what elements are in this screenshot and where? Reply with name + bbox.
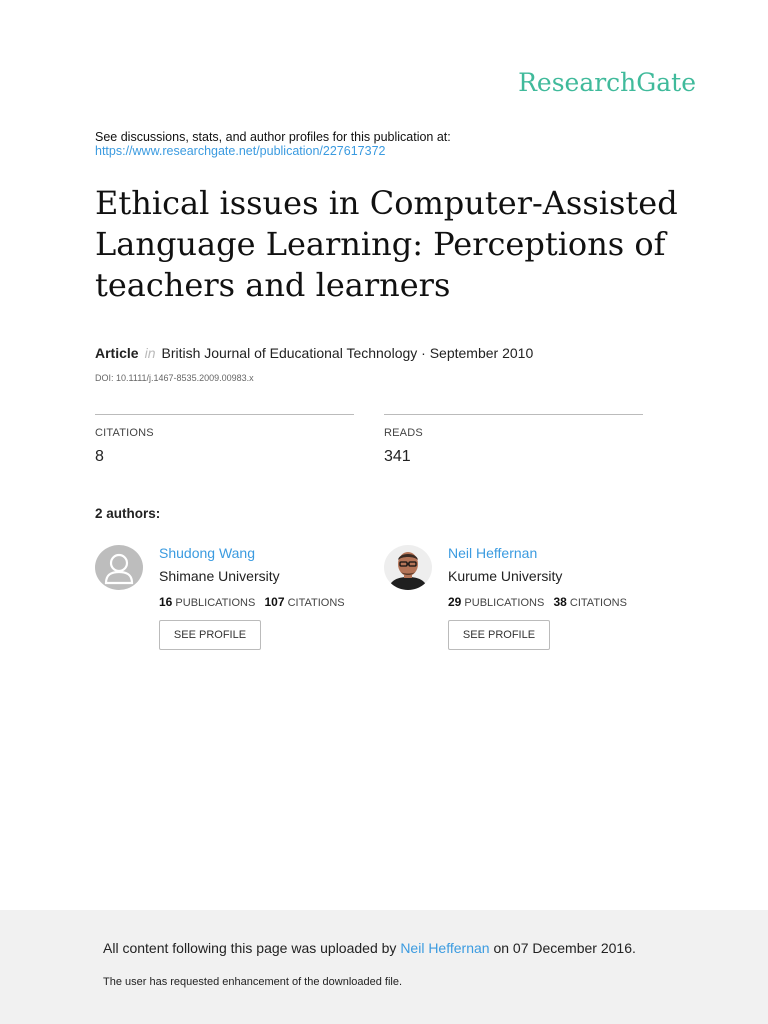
author-name[interactable]: Neil Heffernan xyxy=(448,545,538,561)
paper-title: Ethical issues in Computer-Assisted Language Learning: Perceptions of teachers and learners xyxy=(95,184,678,304)
author-institution: Shimane University xyxy=(159,568,280,584)
publications-count: 29 xyxy=(448,595,462,609)
see-profile-button[interactable]: SEE PROFILE xyxy=(159,620,261,650)
author-citations-label: CITATIONS xyxy=(569,597,627,609)
author-stats xyxy=(159,595,345,609)
intro-text: See discussions, stats, and author profiles for this publication at: xyxy=(95,130,451,144)
author-citations-label: CITATIONS xyxy=(287,597,345,609)
publications-label: PUBLICATIONS xyxy=(175,597,256,609)
citations-stat xyxy=(95,414,354,466)
upload-suffix: on 07 December 2016. xyxy=(493,940,636,956)
author-citations-count: 107 xyxy=(264,595,285,609)
authors-heading: 2 authors: xyxy=(95,506,161,521)
doi: DOI: 10.1111/j.1467-8535.2009.00983.x xyxy=(95,373,254,383)
article-type: Article xyxy=(95,345,139,361)
journal-info: British Journal of Educational Technology · September 2010 xyxy=(161,345,534,361)
in-label: in xyxy=(144,345,156,361)
publication-meta xyxy=(95,345,533,361)
reads-value: 341 xyxy=(384,448,411,465)
researchgate-logo[interactable]: ResearchGate xyxy=(518,68,696,97)
publications-label: PUBLICATIONS xyxy=(464,597,545,609)
author-details xyxy=(448,545,627,650)
intro-block xyxy=(95,130,451,158)
author-details xyxy=(159,545,345,650)
author-stats xyxy=(448,595,627,609)
profile-photo[interactable] xyxy=(384,545,432,590)
publication-link[interactable]: https://www.researchgate.net/publication/227617372 xyxy=(95,144,386,158)
footer xyxy=(0,910,768,1024)
see-profile-button[interactable]: SEE PROFILE xyxy=(448,620,550,650)
author-institution: Kurume University xyxy=(448,568,563,584)
author-citations-count: 38 xyxy=(553,595,567,609)
upload-notice xyxy=(103,940,636,956)
author-name[interactable]: Shudong Wang xyxy=(159,545,255,561)
publications-count: 16 xyxy=(159,595,173,609)
reads-label: READS xyxy=(384,427,423,439)
reads-stat xyxy=(384,414,643,466)
default-user-icon[interactable] xyxy=(95,545,143,590)
uploader-link[interactable]: Neil Heffernan xyxy=(400,940,490,956)
citations-label: CITATIONS xyxy=(95,427,154,439)
upload-prefix: All content following this page was uploaded by xyxy=(103,940,397,956)
enhancement-note: The user has requested enhancement of the downloaded file. xyxy=(103,976,403,988)
citations-value: 8 xyxy=(95,448,104,465)
